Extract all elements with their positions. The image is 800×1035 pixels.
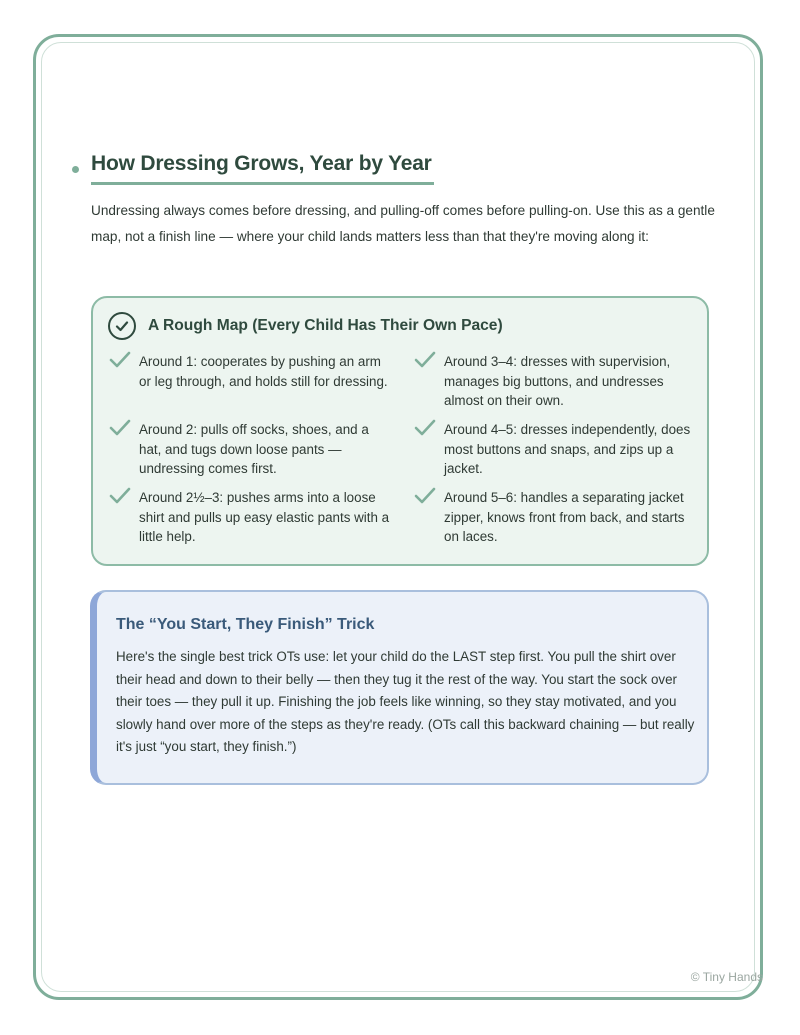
copyright-footer: © Tiny Hands: [690, 970, 763, 984]
milestone-item: [414, 488, 699, 547]
map-card-header: [108, 312, 503, 340]
check-icon: [109, 486, 131, 506]
section-heading-row: [72, 152, 434, 185]
map-card-title: A Rough Map (Every Child Has Their Own Pace): [148, 317, 503, 334]
intro-paragraph: Undressing always comes before dressing, and pulling-off comes before pulling-on. Use this as a gentle map, not a finish line — where your child lands matters less than that they're moving along it:: [91, 203, 715, 244]
milestone-text: Around 2½–3: pushes arms into a loose shirt and pulls up easy elastic pants with a little help.: [139, 490, 390, 544]
milestone-item: [414, 420, 699, 479]
section-heading: How Dressing Grows, Year by Year: [91, 152, 434, 185]
milestone-text: Around 2: pulls off socks, shoes, and a hat, and tugs down loose pants — undressing comes first.: [139, 422, 369, 476]
trick-card-title: The “You Start, They Finish” Trick: [116, 616, 375, 633]
milestone-text: Around 3–4: dresses with supervision, manages big buttons, and undresses almost on their own.: [444, 354, 671, 408]
milestone-item: [109, 352, 394, 391]
bullet-dot-icon: [72, 166, 79, 173]
milestone-item: [414, 352, 699, 411]
milestone-item: [109, 488, 394, 547]
check-icon: [414, 418, 436, 438]
check-icon: [414, 350, 436, 370]
trick-callout-card: [90, 590, 709, 785]
trick-card-body: Here's the single best trick OTs use: let your child do the LAST step first. You pull the shirt over their head and down to their belly — then they tug it the rest of the way. You start the sock over their toes — they pull it up. Finishing the job feels like winning, so they stay motivated, and you slowly hand over more of the steps as they're ready. (OTs call this backward chaining — but really it's just “you start, they finish.”): [116, 649, 695, 754]
milestone-item: [109, 420, 394, 479]
circle-check-icon: [108, 312, 136, 340]
milestone-map-card: [91, 296, 709, 566]
milestone-text: Around 1: cooperates by pushing an arm or leg through, and holds still for dressing.: [139, 354, 388, 389]
check-icon: [414, 486, 436, 506]
milestone-text: Around 4–5: dresses independently, does most buttons and snaps, and zips up a jacket.: [444, 422, 691, 476]
milestone-text: Around 5–6: handles a separating jacket zipper, knows front from back, and starts on laces.: [444, 490, 685, 544]
check-icon: [109, 418, 131, 438]
check-icon: [109, 350, 131, 370]
